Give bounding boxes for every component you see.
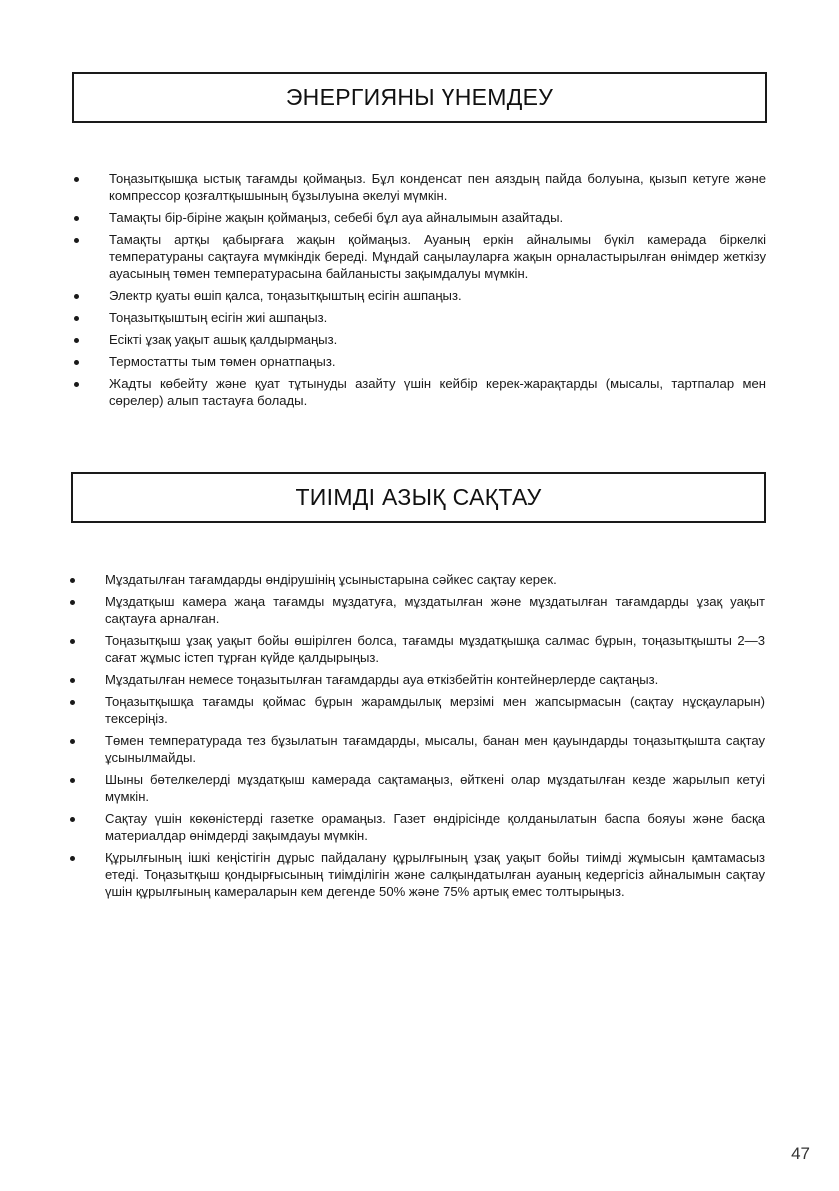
list-item: Сақтау үшін көкөністерді газетке орамаңыз. Газет өндірісінде қолданылатын баспа бояуы және басқа материалдар өнімдерді зақымдауы мүмкін. (70, 810, 765, 844)
section-header-food-storage (71, 472, 766, 523)
list-item: Тамақты бір-біріне жақын қоймаңыз, себебі бұл ауа айналымын азайтады. (74, 209, 766, 226)
list-item: Жадты көбейту және қуат тұтынуды азайту үшін кейбір керек-жарақтарды (мысалы, тартпалар мен сөрелер) алып тастауға болады. (74, 375, 766, 409)
section-title-food-storage: ТИІМДІ АЗЫҚ САҚТАУ (295, 484, 542, 510)
list-item: Есікті ұзақ уақыт ашық қалдырмаңыз. (74, 331, 766, 348)
list-item: Құрылғының ішкі кеңістігін дұрыс пайдалану құрылғының ұзақ уақыт бойы тиімді жұмысын қамтамасыз етеді. Тоңазытқыш қондырғысының тиімділігін және салқындатылған ауаның кедергісіз айналымын сақтау үшін құрылғының камераларын кем дегенде 50% және 75% артық емес толтырыңыз. (70, 849, 765, 900)
list-item: Мұздатқыш камера жаңа тағамды мұздатуға, мұздатылған және мұздатылған тағамдарды ұзақ уақыт сақтауға арналған. (70, 593, 765, 627)
food-storage-list (70, 571, 765, 905)
page-number: 47 (791, 1144, 810, 1163)
section-header-energy-saving (72, 72, 767, 123)
list-item: Термостатты тым төмен орнатпаңыз. (74, 353, 766, 370)
list-item: Тоңазытқыш ұзақ уақыт бойы өшірілген болса, тағамды мұздатқышқа салмас бұрын, тоңазытқышты 2—3 сағат жұмыс істеп тұрған күйде қалдырыңыз. (70, 632, 765, 666)
list-item: Тоңазытқышқа тағамды қоймас бұрын жарамдылық мерзімі мен жапсырмасын (сақтау нұсқауларын) тексеріңіз. (70, 693, 765, 727)
list-item: Мұздатылған немесе тоңазытылған тағамдарды ауа өткізбейтін контейнерлерде сақтаңыз. (70, 671, 765, 688)
list-item: Тоңазытқышқа ыстық тағамды қоймаңыз. Бұл конденсат пен аяздың пайда болуына, қызып кетуге және компрессор қозғалтқышының бұзылуына әкелуі мүмкін. (74, 170, 766, 204)
list-item: Тоңазытқыштың есігін жиі ашпаңыз. (74, 309, 766, 326)
list-item: Электр қуаты өшіп қалса, тоңазытқыштың есігін ашпаңыз. (74, 287, 766, 304)
energy-saving-list (74, 170, 766, 414)
list-item: Мұздатылған тағамдарды өндірушінің ұсыныстарына сәйкес сақтау керек. (70, 571, 765, 588)
list-item: Тамақты артқы қабырғаға жақын қоймаңыз. Ауаның еркін айналымы бүкіл камерада біркелкі температураны сақтауға мүмкіндік береді. Мұндай саңылауларға жақын орналастырылған өнімдер жеткізу ауасының төмен температурасына байланысты зақымдалуы мүмкін. (74, 231, 766, 282)
list-item: Шыны бөтелкелерді мұздатқыш камерада сақтамаңыз, өйткені олар мұздатылған кезде жарылып кетуі мүмкін. (70, 771, 765, 805)
section-title-energy-saving: ЭНЕРГИЯНЫ ҮНЕМДЕУ (285, 84, 554, 110)
list-item: Төмен температурада тез бұзылатын тағамдарды, мысалы, банан мен қауындарды тоңазытқышта сақтау ұсынылмайды. (70, 732, 765, 766)
